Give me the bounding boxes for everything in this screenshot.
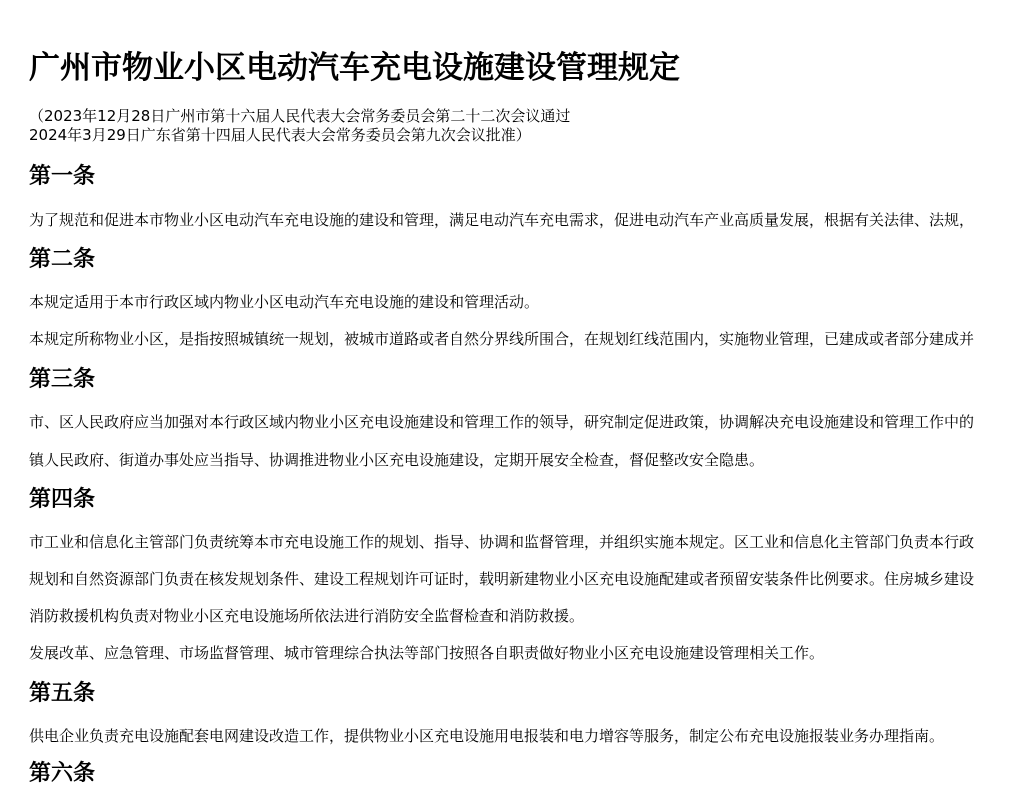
adoption-note-line: （2023年12月28日广州市第十六届人民代表大会常务委员会第二十二次会议通过 [29, 107, 571, 125]
article-3-paragraph: 镇人民政府、街道办事处应当指导、协调推进物业小区充电设施建设，定期开展安全检查，督促整改安全隐患。 [29, 451, 765, 469]
article-3-paragraph: 市、区人民政府应当加强对本行政区域内物业小区充电设施建设和管理工作的领导，研究制定促进政策，协调解决充电设施建设和管理工作中的 [29, 413, 975, 431]
article-heading-2: 第二条 [29, 247, 96, 272]
article-4-paragraph: 规划和自然资源部门负责在核发规划条件、建设工程规划许可证时，载明新建物业小区充电设施配建或者预留安装条件比例要求。住房城乡建设 [29, 570, 975, 588]
article-heading-3: 第三条 [29, 367, 96, 392]
document-title: 广州市物业小区电动汽车充电设施建设管理规定 [29, 50, 680, 86]
article-4-paragraph: 市工业和信息化主管部门负责统筹本市充电设施工作的规划、指导、协调和监督管理，并组织实施本规定。区工业和信息化主管部门负责本行政 [29, 533, 975, 551]
adoption-note-line: 2024年3月29日广东省第十四届人民代表大会常务委员会第九次会议批准） [29, 126, 531, 144]
adoption-note [29, 107, 570, 145]
article-4-paragraph: 发展改革、应急管理、市场监督管理、城市管理综合执法等部门按照各自职责做好物业小区充电设施建设管理相关工作。 [29, 644, 825, 662]
article-5-paragraph: 供电企业负责充电设施配套电网建设改造工作，提供物业小区充电设施用电报装和电力增容等服务，制定公布充电设施报装业务办理指南。 [29, 727, 945, 745]
article-heading-4: 第四条 [29, 487, 96, 512]
article-heading-6: 第六条 [29, 761, 96, 786]
article-4-paragraph: 消防救援机构负责对物业小区充电设施场所依法进行消防安全监督检查和消防救援。 [29, 607, 585, 625]
article-2-paragraph: 本规定所称物业小区，是指按照城镇统一规划，被城市道路或者自然分界线所围合，在规划红线范围内，实施物业管理，已建成或者部分建成并 [29, 330, 975, 348]
article-2-paragraph: 本规定适用于本市行政区域内物业小区电动汽车充电设施的建设和管理活动。 [29, 293, 540, 311]
article-heading-5: 第五条 [29, 681, 96, 706]
article-1-paragraph: 为了规范和促进本市物业小区电动汽车充电设施的建设和管理，满足电动汽车充电需求，促进电动汽车产业高质量发展，根据有关法律、法规， [29, 211, 975, 229]
article-heading-1: 第一条 [29, 164, 96, 189]
